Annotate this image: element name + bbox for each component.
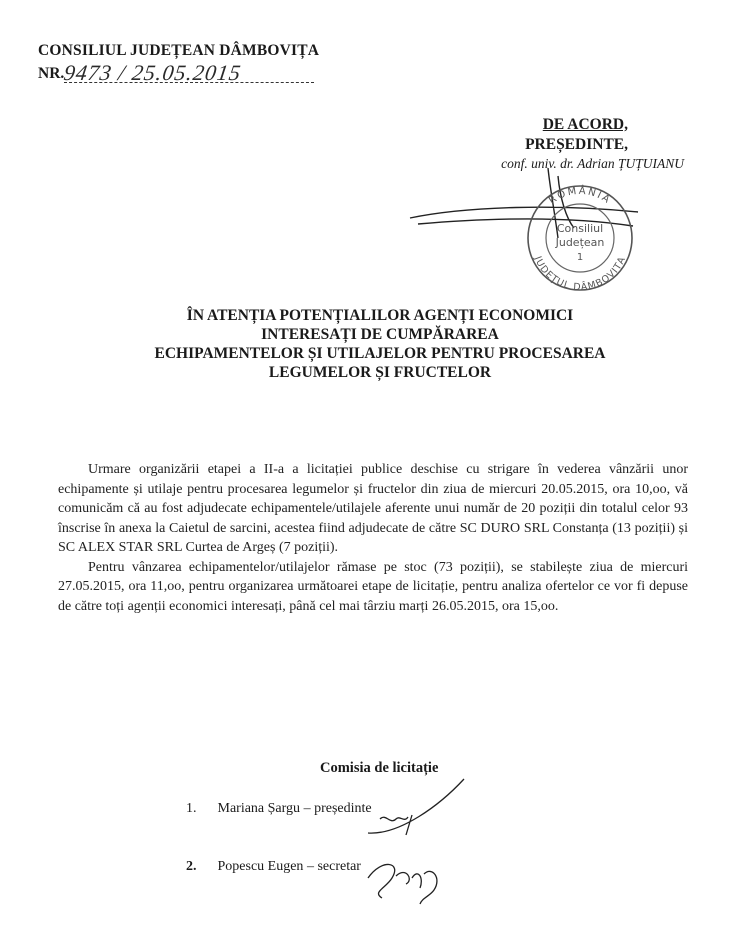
commission-heading: Comisia de licitație (320, 760, 439, 776)
body-paragraph-1: Urmare organizării etapei a II-a a licitației publice deschise cu strigare în vederea vânzării unor echipamente și utilaje pentru procesarea legumelor și fructelor din ziua de miercuri 20.05.2015, ora 10,oo, vă comunicăm că au fost adjudecate echipamentele/utilajele aferente unui număr de 20 poziții din totalul celor 93 înscrise în anexa la Caietul de sarcini, acestea fiind adjudecate de către SC DURO SRL Constanța (13 poziții) și SC ALEX STAR SRL Curtea de Argeș (7 poziții). (58, 462, 688, 555)
stamp-line2: Județean (555, 236, 605, 249)
member-role: – secretar (306, 859, 361, 874)
stamp-bottom-text: JUDEȚUL DÂMBOVIȚA (531, 254, 629, 294)
approval-title: PREȘEDINTE, (525, 136, 628, 153)
stamp-line3: 1 (576, 252, 584, 263)
commission-member-1 (186, 801, 372, 817)
svg-text:ROMÂNIA (547, 184, 613, 207)
organization-name: CONSILIUL JUDEȚEAN DÂMBOVIȚA (38, 42, 320, 59)
member-number: 1. (186, 801, 197, 816)
member-name: Mariana Șargu (217, 801, 301, 816)
title-line-3: ECHIPAMENTELOR ȘI UTILAJELOR PENTRU PROCESAREA (154, 345, 606, 362)
stamp-line1: Consiliul (556, 222, 604, 235)
approval-name: conf. univ. dr. Adrian ȚUȚUIANU (501, 156, 684, 171)
nr-underline (64, 82, 314, 83)
document-title (100, 306, 660, 382)
approval-de-acord: DE ACORD, (542, 116, 628, 133)
member-name: Popescu Eugen (217, 859, 304, 874)
title-line-2: INTERESAȚI DE CUMPĂRAREA (261, 326, 499, 343)
commission-member-2 (186, 859, 361, 875)
stamp-top-text: ROMÂNIA (546, 185, 614, 207)
document-body (58, 460, 688, 616)
member-number: 2. (186, 859, 197, 874)
nr-handwritten-value: 9473 / 25.05.2015 (62, 60, 243, 85)
member-role: – președinte (303, 801, 372, 816)
nr-label: NR. (38, 65, 65, 82)
approval-block (430, 116, 690, 172)
official-stamp-and-signature (408, 168, 648, 298)
title-line-1: ÎN ATENȚIA POTENȚIALILOR AGENȚI ECONOMICI (186, 307, 574, 324)
signature-member-1 (360, 775, 480, 845)
title-line-4: LEGUMELOR ȘI FRUCTELOR (268, 364, 492, 381)
signature-member-2 (362, 848, 462, 908)
body-paragraph-2: Pentru vânzarea echipamentelor/utilajelor rămase pe stoc (73 poziții), se stabilește ziua de miercuri 27.05.2015, ora 11,oo, pentru organizarea următoarei etape de licitație, pentru analiza ofertelor ce vor fi depuse de către toți agenții economici interesați, până cel mai târziu marți 26.05.2015, ora 15,oo. (58, 559, 688, 614)
registration-number (38, 62, 338, 86)
stamp-svg (408, 168, 648, 298)
